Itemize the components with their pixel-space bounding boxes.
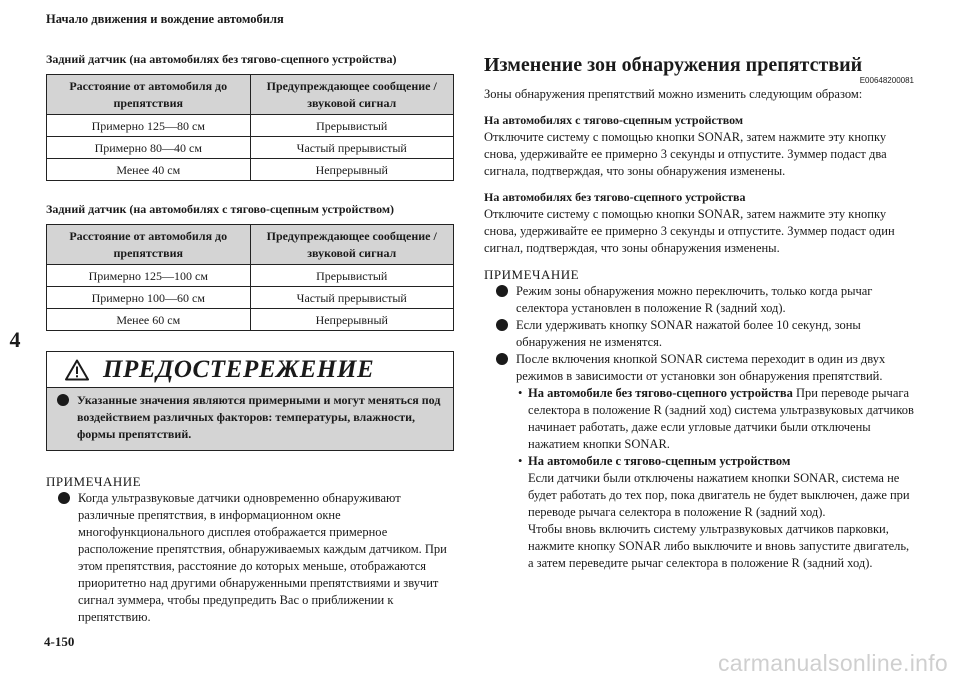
without-hitch-heading: На автомобилях без тягово-сцепного устройства (484, 190, 746, 204)
table-cell: Примерно 100—60 см (47, 287, 251, 309)
table-row (47, 265, 454, 287)
table-cell: Непрерывный (250, 309, 454, 331)
table-cell: Прерывистый (250, 265, 454, 287)
table1-caption: Задний датчик (на автомобилях без тягово-сцепного устройства) (46, 52, 397, 66)
table-header-signal: Предупреждающее сообщение / звуковой сигнал (250, 75, 454, 115)
sub-bullet-2-heading: На автомобиле с тягово-сцепным устройством (528, 454, 791, 468)
section-title: Изменение зон обнаружения препятствий (484, 54, 863, 76)
sub-bullet-text (528, 385, 914, 453)
table-cell: Прерывистый (250, 115, 454, 137)
table-cell: Частый прерывистый (250, 287, 454, 309)
note-text: Когда ультразвуковые датчики одновременно обнаруживают различные препятствия, в информационном окне многофункционального дисплея отображается примерное расположение препятствия, обнаруживаемых каждым датчиком. При этом препятствия, расстояние до которых меньше, отображаются приоритетно над другими обнаруженными препятствиями и звучит сигнал зуммера, чтобы предупредить Вас о приближении к препятствию. (78, 491, 447, 624)
page-header-title: Начало движения и вождение автомобиля (46, 12, 284, 26)
warning-heading: ПРЕДОСТЕРЕЖЕНИЕ (103, 355, 375, 383)
table2-caption: Задний датчик (на автомобилях с тягово-сцепным устройством) (46, 202, 395, 216)
sub-bullet-mark: • (518, 454, 523, 468)
left-column (46, 52, 454, 626)
table-row (47, 115, 454, 137)
sub-bullet-2-text-1: Если датчики были отключены нажатием кнопки SONAR, система не будет работать до тех пор, пока двигатель не будет выключен, даже при переводе рычага селектора в положение R (задний ход). (528, 471, 910, 519)
table-cell: Примерно 125—100 см (47, 265, 251, 287)
list-item (518, 385, 914, 453)
bullet-dot-icon (496, 285, 508, 297)
table-header-distance: Расстояние от автомобиля до препятствия (47, 75, 251, 115)
chapter-tab: 4 (9, 327, 21, 352)
list-item (496, 317, 914, 351)
table-header-row (47, 225, 454, 265)
warning-body (47, 388, 453, 450)
intro-paragraph: Зоны обнаружения препятствий можно изменить следующим образом: (484, 87, 863, 101)
note-label: ПРИМЕЧАНИЕ (46, 474, 142, 489)
bullet-dot-icon (496, 353, 508, 365)
note-bullet-3: После включения кнопкой SONAR система переходит в один из двух режимов в зависимости от установки зон обнаружения препятствий. (516, 352, 886, 383)
warning-text: Указанные значения являются примерными и могут меняться под воздействием различных факторов: температуры, влажности, формы препятствий. (77, 393, 441, 441)
warning-triangle-icon (65, 359, 89, 381)
note-bullet-1: Режим зоны обнаружения можно переключить, только когда рычаг селектора установлен в положение R (задний ход). (516, 284, 873, 315)
note-bullet-2: Если удерживать кнопку SONAR нажатой более 10 секунд, зоны обнаружения не изменятся. (516, 318, 861, 349)
table-cell: Непрерывный (250, 159, 454, 181)
left-note (46, 473, 454, 626)
sub-bullet-text (528, 453, 914, 572)
table-rear-sensor-with-hitch (46, 224, 454, 331)
table-cell: Примерно 80—40 см (47, 137, 251, 159)
table-cell: Примерно 125—80 см (47, 115, 251, 137)
table-row (47, 287, 454, 309)
list-item (58, 490, 454, 626)
watermark: carmanualsonline.info (717, 650, 948, 676)
table-row (47, 309, 454, 331)
bullet-dot-icon (58, 492, 70, 504)
table-header-row (47, 75, 454, 115)
with-hitch-heading: На автомобилях с тягово-сцепным устройством (484, 113, 744, 127)
warning-box (46, 351, 454, 451)
sub-bullet-1-heading: На автомобиле без тягово-сцепного устройства (528, 386, 793, 400)
sub-bullet-2-text-2: Чтобы вновь включить систему ультразвуковых датчиков парковки, нажмите кнопку SONAR либо выключите и вновь запустите двигатель, а затем переведите рычаг селектора в положение R (задний ход). (528, 522, 910, 570)
table-cell: Менее 60 см (47, 309, 251, 331)
bullet-dot-icon (496, 319, 508, 331)
list-item (496, 351, 914, 385)
table-row (47, 159, 454, 181)
sub-bullet-1-text: При переводе рычага селектора в положение R (задний ход) система ультразвуковых датчиков начинает работать, даже если угловые датчики были отключены нажатием кнопки SONAR. (528, 386, 914, 451)
table-cell: Частый прерывистый (250, 137, 454, 159)
list-item (57, 392, 443, 443)
table-header-distance: Расстояние от автомобиля до препятствия (47, 225, 251, 265)
table-row (47, 137, 454, 159)
table-rear-sensor-no-hitch (46, 74, 454, 181)
section-code: E00648200081 (859, 76, 914, 85)
note-label: ПРИМЕЧАНИЕ (484, 267, 580, 282)
without-hitch-text: Отключите систему с помощью кнопки SONAR, затем нажмите эту кнопку снова, удерживайте ее примерно 3 секунды и отпустите. Зуммер подаст один сигнал, подтверждая, что зоны обнаружения изменены. (484, 207, 895, 255)
table-cell: Менее 40 см (47, 159, 251, 181)
sub-bullet-mark: • (518, 386, 523, 400)
right-column (484, 52, 914, 572)
page-number: 4-150 (44, 634, 75, 649)
warning-title (47, 352, 453, 388)
bullet-dot-icon (57, 394, 69, 406)
table-header-signal: Предупреждающее сообщение / звуковой сигнал (250, 225, 454, 265)
list-item (496, 283, 914, 317)
with-hitch-text: Отключите систему с помощью кнопки SONAR, затем нажмите эту кнопку снова, удерживайте ее примерно 3 секунды и отпустите. Зуммер подаст два сигнала, подтверждая, что зоны обнаружения изменены. (484, 130, 887, 178)
list-item (518, 453, 914, 572)
